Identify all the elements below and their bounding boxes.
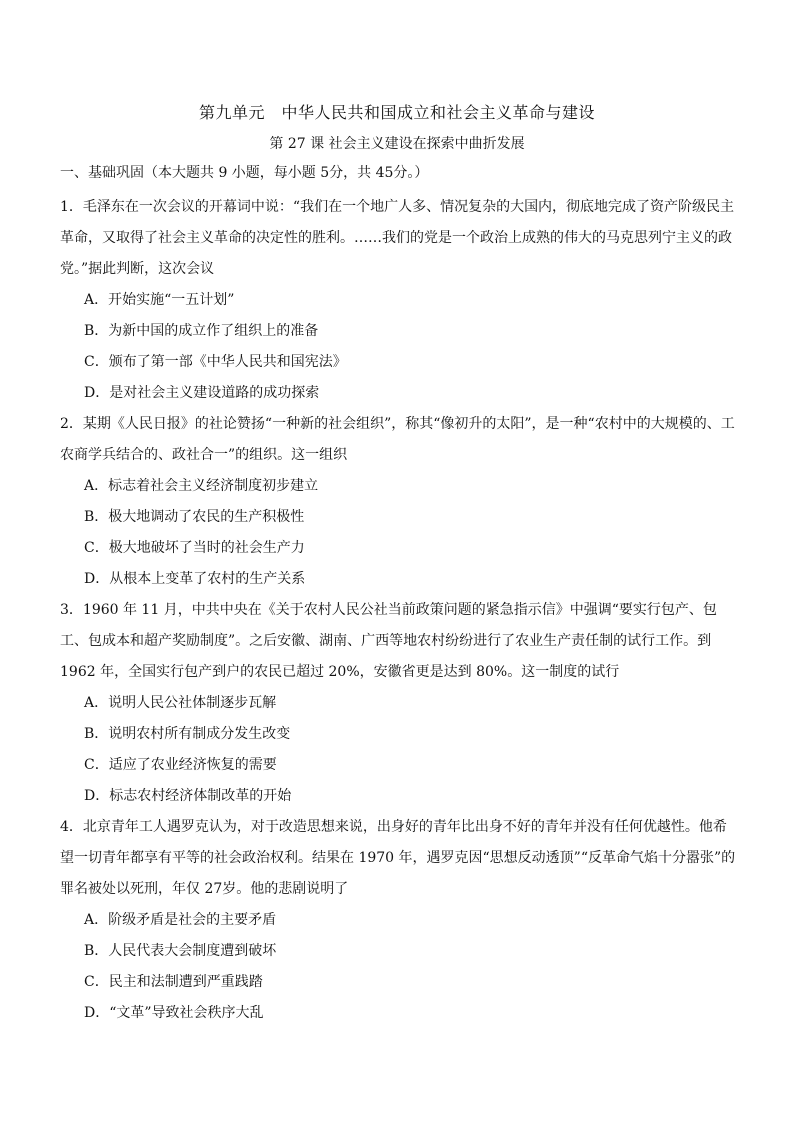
question-4 bbox=[60, 812, 740, 1029]
option-a: A．标志着社会主义经济制度初步建立 bbox=[84, 478, 319, 494]
question-stem: 4．北京青年工人遇罗克认为，对于改造思想来说，出身好的青年比出身不好的青年并没有任何优越性。他希望一切青年都享有平等的社会政治权利。结果在 1970 年，遇罗克因“思想反动透顶”“反革命气焰十分嚣张”的罪名被处以死刑，年仅 27岁。他的悲剧说明了 bbox=[60, 819, 736, 897]
question-2 bbox=[60, 409, 740, 595]
question-1 bbox=[60, 192, 740, 409]
question-stem: 3．1960 年 11 月，中共中央在《关于农村人民公社当前政策问题的紧急指示信》中强调“要实行包产、包工、包成本和超产奖励制度”。之后安徽、湖南、广西等地农村纷纷进行了农业生产责任制的试行工作。到 1962 年，全国实行包产到户的农民已超过 20%，安徽省更是达到 80%。这一制度的试行 bbox=[60, 602, 717, 680]
option-a: A．阶级矛盾是社会的主要矛盾 bbox=[84, 912, 277, 928]
option-c: C．适应了农业经济恢复的需要 bbox=[84, 757, 277, 773]
unit-title: 第九单元 中华人民共和国成立和社会主义革命与建设 bbox=[198, 103, 595, 122]
option-d: D．是对社会主义建设道路的成功探索 bbox=[84, 385, 320, 401]
option-b: B．为新中国的成立作了组织上的准备 bbox=[84, 323, 319, 339]
option-a: A．开始实施“一五计划” bbox=[84, 292, 235, 308]
question-stem: 2．某期《人民日报》的社论赞扬“一种新的社会组织”，称其“像初升的太阳”，是一种“农村中的大规模的、工农商学兵结合的、政社合一”的组织。这一组织 bbox=[60, 416, 735, 463]
option-d: D．“文革”导致社会秩序大乱 bbox=[84, 1005, 264, 1021]
section-heading: 一、基础巩固（本大题共 9 小题，每小题 5分，共 45分。） bbox=[60, 165, 429, 181]
lesson-title: 第 27 课 社会主义建设在探索中曲折发展 bbox=[269, 136, 525, 152]
option-b: B．说明农村所有制成分发生改变 bbox=[84, 726, 291, 742]
question-stem: 1．毛泽东在一次会议的开幕词中说：“我们在一个地广人多、情况复杂的大国内，彻底地完成了资产阶级民主革命，又取得了社会主义革命的决定性的胜利。……我们的党是一个政治上成熟的伟大的马克思列宁主义的政党。”据此判断，这次会议 bbox=[60, 199, 735, 277]
option-c: C．民主和法制遭到严重践踏 bbox=[84, 974, 263, 990]
option-d: D．从根本上变革了农村的生产关系 bbox=[84, 571, 306, 587]
option-c: C．颁布了第一部《中华人民共和国宪法》 bbox=[84, 354, 347, 370]
option-c: C．极大地破坏了当时的社会生产力 bbox=[84, 540, 305, 556]
option-d: D．标志农村经济体制改革的开始 bbox=[84, 788, 292, 804]
question-list bbox=[60, 192, 740, 1029]
option-b: B．极大地调动了农民的生产积极性 bbox=[84, 509, 305, 525]
option-b: B．人民代表大会制度遭到破坏 bbox=[84, 943, 277, 959]
option-a: A．说明人民公社体制逐步瓦解 bbox=[84, 695, 277, 711]
question-3 bbox=[60, 595, 740, 812]
